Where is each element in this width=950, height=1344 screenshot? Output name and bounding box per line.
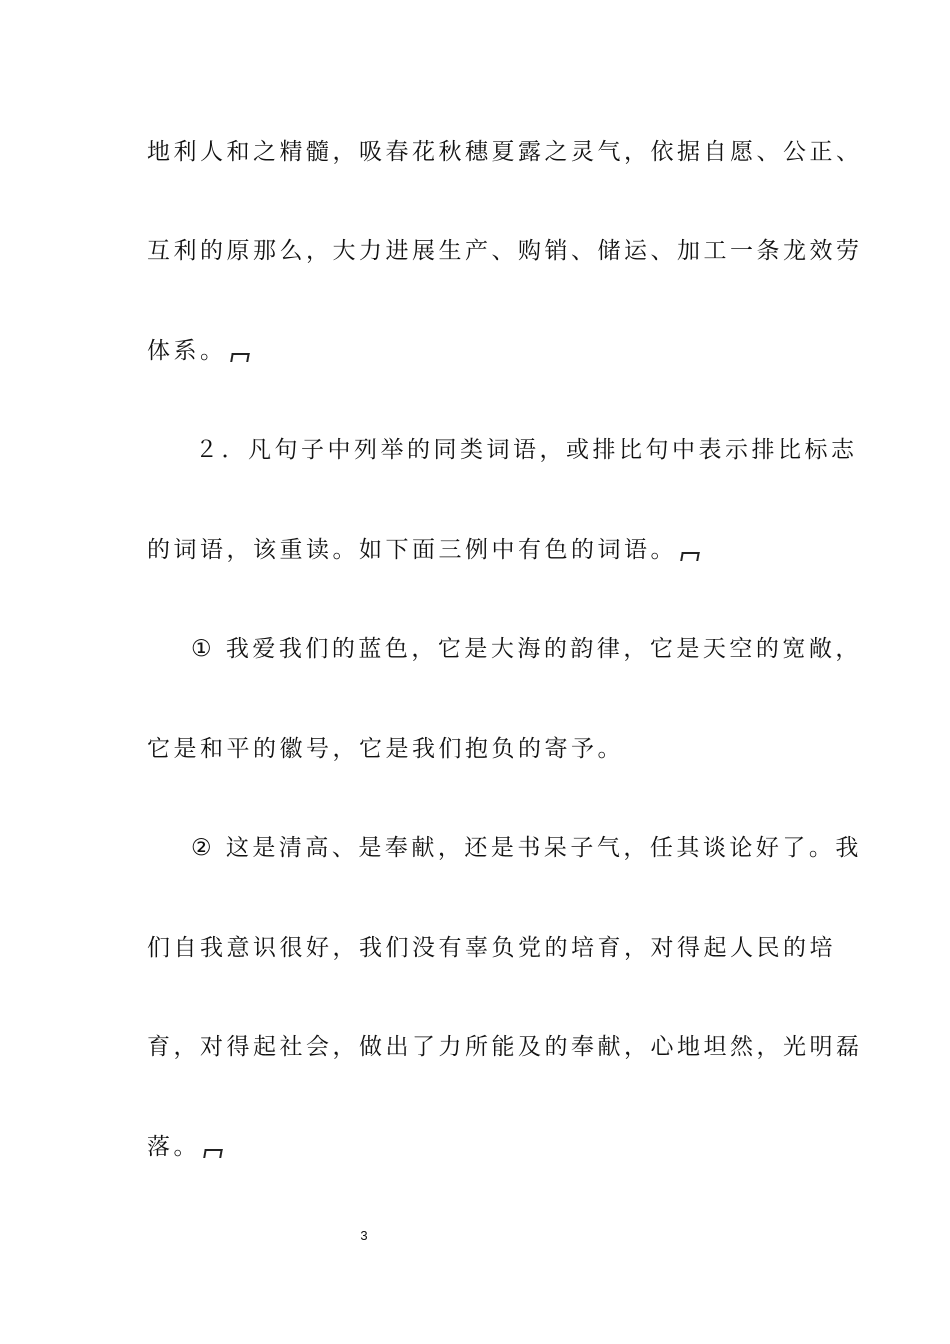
- text-line-10: [147, 1032, 863, 1062]
- line-text: 落。: [147, 1134, 200, 1160]
- text-line-9: [147, 933, 836, 963]
- paragraph-mark-icon: [230, 353, 250, 362]
- line-text: 互利的原那么，大力进展生产、购销、储运、加工一条龙效劳: [147, 238, 863, 264]
- line-text: ② 这是清高、是奉献，还是书呆子气，任其谈论好了。我: [191, 835, 862, 861]
- text-line-11: [147, 1132, 807, 1162]
- page-number: 3: [360, 1228, 368, 1243]
- paragraph-mark-icon: [203, 1149, 223, 1158]
- text-line-1: [147, 137, 863, 167]
- text-line-3: [147, 336, 807, 366]
- text-line-2: [147, 236, 863, 266]
- paragraph-mark-icon: [680, 552, 700, 561]
- text-line-6: [191, 634, 862, 664]
- text-line-5: [147, 535, 807, 565]
- line-text: ① 我爱我们的蓝色，它是大海的韵律，它是天空的宽敞，: [191, 636, 862, 662]
- text-line-4: [195, 435, 858, 465]
- line-text: ２．凡句子中列举的同类词语，或排比句中表示排比标志: [195, 437, 858, 463]
- line-text: 育，对得起社会，做出了力所能及的奉献，心地坦然，光明磊: [147, 1034, 863, 1060]
- line-text: 们自我意识很好，我们没有辜负党的培育，对得起人民的培: [147, 935, 836, 961]
- text-line-8: [191, 833, 862, 863]
- text-line-7: [147, 734, 807, 764]
- line-text: 体系。: [147, 338, 227, 364]
- line-text: 的词语，该重读。如下面三例中有色的词语。: [147, 537, 677, 563]
- line-text: 它是和平的徽号，它是我们抱负的寄予。: [147, 736, 624, 762]
- line-text: 地利人和之精髓，吸春花秋穗夏露之灵气，依据自愿、公正、: [147, 139, 863, 165]
